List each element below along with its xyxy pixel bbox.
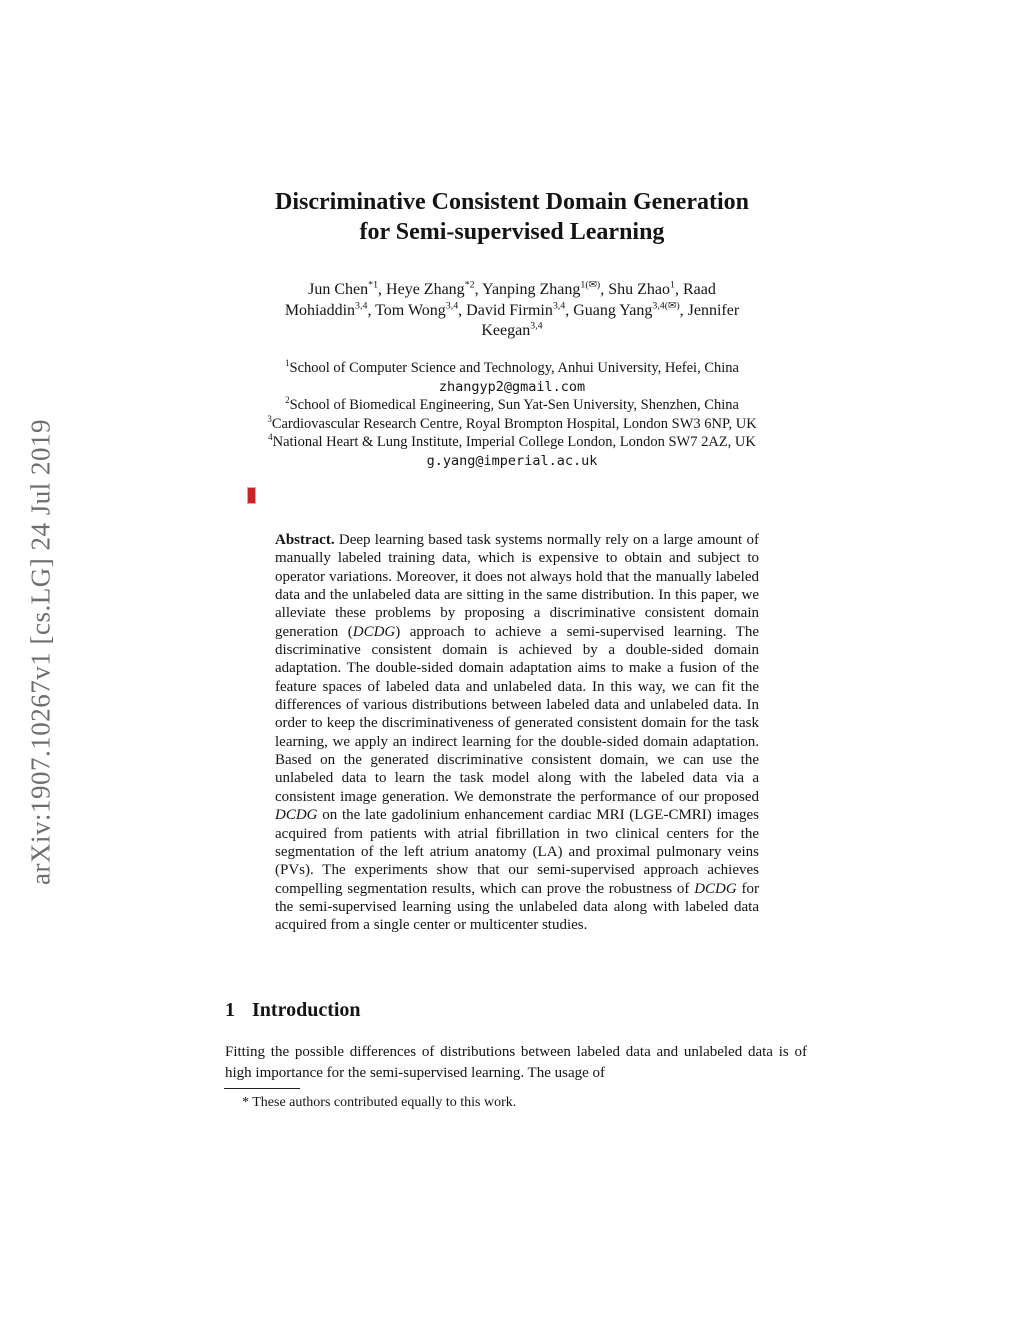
author-name: , Raad xyxy=(674,281,716,298)
affiliation-superscript: 1 xyxy=(285,358,290,369)
abstract-italic-term: DCDG xyxy=(352,623,396,640)
affiliation-line-3 xyxy=(112,415,912,434)
annotation-marker xyxy=(247,487,256,504)
affiliation-text: School of Computer Science and Technology, Anhui University, Hefei, China xyxy=(289,360,739,376)
author-name: Mohiaddin xyxy=(284,301,356,319)
abstract-text: for the semi-supervised learning using the unlabeled data along with labeled data acquired from a single center or multicenter studies. xyxy=(275,880,759,934)
author-name: , Shu Zhao xyxy=(600,281,671,298)
author-name: , Tom Wong xyxy=(367,301,446,319)
author-superscript: 3,4 xyxy=(355,300,368,312)
abstract-italic-term: DCDG xyxy=(694,880,737,897)
title-line-1: Discriminative Consistent Domain Generation xyxy=(275,189,749,215)
email-text: zhangyp2@gmail.com xyxy=(438,378,586,395)
author-name: , Jennifer xyxy=(679,301,740,319)
affiliation-text: School of Biomedical Engineering, Sun Yat-Sen University, Shenzhen, China xyxy=(289,397,739,414)
affiliation-text: National Heart & Lung Institute, Imperial College London, London SW7 2AZ, UK xyxy=(272,434,756,451)
abstract-label: Abstract. xyxy=(275,532,335,548)
affiliation-line-4 xyxy=(112,433,912,452)
affiliation-superscript: 3 xyxy=(267,413,272,424)
affiliation-superscript: 2 xyxy=(285,395,290,406)
affiliation-line-1 xyxy=(112,359,912,378)
email-address-2 xyxy=(112,452,912,471)
section-title: Introduction xyxy=(252,999,361,1021)
footnote-rule xyxy=(224,1088,300,1089)
author-superscript: 3,4 xyxy=(445,300,459,312)
section-number: 1 xyxy=(225,999,235,1021)
author-name: Keegan xyxy=(481,322,531,339)
intro-paragraph: Fitting the possible differences of distributions between labeled data and unlabeled data is of high importance for the semi-supervised learning. The usage of xyxy=(225,1044,807,1081)
section-heading-introduction xyxy=(225,999,361,1022)
author-line-3 xyxy=(162,321,862,342)
author-line-2 xyxy=(162,301,862,322)
title-line-2: for Semi-supervised Learning xyxy=(359,219,665,245)
author-name: , David Firmin xyxy=(458,301,553,319)
abstract xyxy=(275,531,759,935)
author-superscript: 3,4(✉) xyxy=(652,300,680,312)
author-list xyxy=(162,280,862,342)
affiliation-superscript: 4 xyxy=(268,432,273,443)
arxiv-watermark-label: arXiv:1907.10267v1 [cs.LG] 24 Jul 2019 xyxy=(25,419,56,885)
author-name: Jun Chen xyxy=(308,281,369,298)
author-line-1 xyxy=(162,280,862,301)
author-name: , Guang Yang xyxy=(565,301,653,319)
author-superscript: *2 xyxy=(464,279,475,291)
author-superscript: 1(✉) xyxy=(580,279,601,291)
author-name: , Heye Zhang xyxy=(378,281,465,298)
abstract-italic-term: DCDG xyxy=(275,807,318,824)
author-superscript: *1 xyxy=(368,279,379,291)
abstract-text: on the late gadolinium enhancement cardiac MRI (LGE-CMRI) images acquired from patients with atrial fibrillation in two clinical centers for the segmentation of the left atrium anatomy (LA) and proximal pulmonary veins (PVs). The experiments show that our semi-supervised approach achieves compelling segmentation results, which can prove the robustness of xyxy=(275,807,759,897)
paper-title xyxy=(0,187,1024,247)
abstract-text: Deep learning based task systems normally rely on a large amount of manually labeled training data, which is expensive to obtain and subject to operator variations. Moreover, it does not always hold that the manually labeled data and the unlabeled data are sitting in the same distribution. In this paper, we alleviate these problems by proposing a discriminative consistent domain generation ( xyxy=(275,532,759,640)
email-text: g.yang@imperial.ac.uk xyxy=(426,452,598,469)
affiliation-line-2 xyxy=(112,396,912,415)
email-address-1 xyxy=(112,378,912,397)
footnote: * These authors contributed equally to this work. xyxy=(242,1095,517,1110)
affiliations xyxy=(112,359,912,471)
affiliation-text: Cardiovascular Research Centre, Royal Brompton Hospital, London SW3 6NP, UK xyxy=(271,415,757,432)
author-name: , Yanping Zhang xyxy=(474,281,581,298)
author-superscript: 3,4 xyxy=(552,300,566,312)
author-superscript: 1 xyxy=(670,279,675,291)
author-superscript: 3,4 xyxy=(530,320,543,332)
abstract-text: ) approach to achieve a semi-supervised learning. The discriminative consistent domain is achieved by a double-sided domain adaptation. The double-sided domain adaptation aims to make a fusion of the feature spaces of labeled data and unlabeled data. In this way, we can fit the differences of various distributions between labeled data and unlabeled data. In order to keep the discriminativeness of generated consistent domain for the task learning, we apply an indirect learning for the double-sided domain adaptation. Based on the generated discriminative consistent domain, we can use the unlabeled data to learn the task model along with the labeled data via a consistent image generation. We demonstrate the performance of our proposed xyxy=(275,623,759,805)
